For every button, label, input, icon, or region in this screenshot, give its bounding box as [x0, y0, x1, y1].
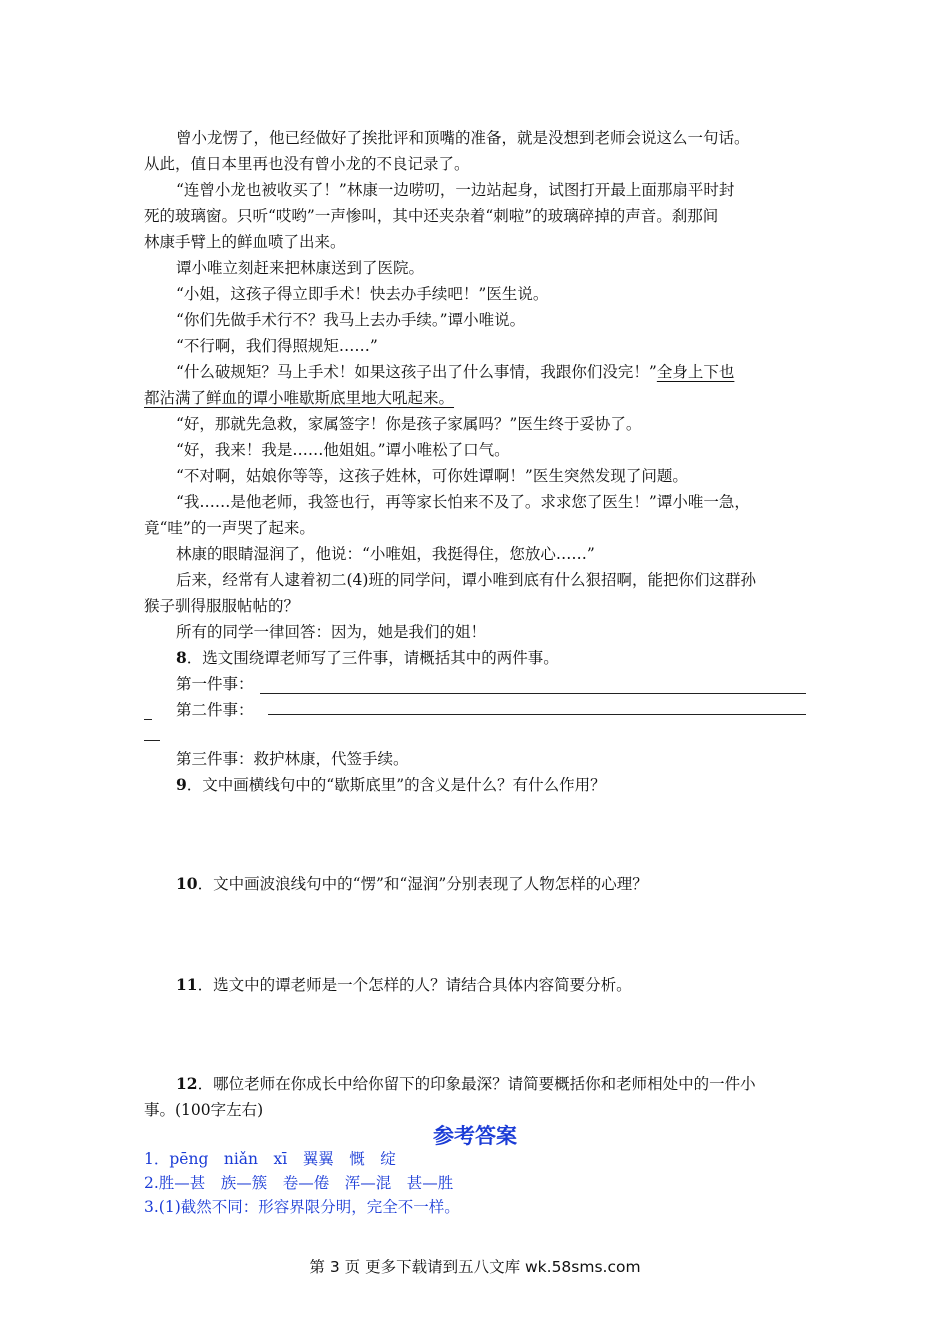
- underlined-sentence: 全身上下也: [656, 363, 735, 381]
- story-line: “连曾小龙也被收买了！”林康一边唠叨，一边站起身，试图打开最上面那扇平时封: [176, 181, 735, 199]
- question-number: 9: [176, 775, 187, 794]
- story-line: 死的玻璃窗。只听“哎哟”一声惨叫，其中还夹杂着“刺啦”的玻璃碎掉的声音。刹那间: [144, 207, 719, 225]
- question-text: ．选文围绕谭老师写了三件事，请概括其中的两件事。: [186, 649, 559, 667]
- question-12-continued: 事。(100字左右): [144, 1101, 264, 1119]
- question-9: [176, 772, 606, 798]
- story-line: 后来，经常有人逮着初二(4)班的同学问，谭小唯到底有什么狠招啊，能把你们这群孙: [176, 571, 756, 589]
- story-line: 所有的同学一律回答：因为，她是我们的姐！: [176, 623, 487, 641]
- underlined-sentence: 都沾满了鲜血的谭小唯歇斯底里地大吼起来。: [144, 389, 455, 407]
- answer-blank-second[interactable]: [268, 714, 806, 715]
- story-line: “不行啊，我们得照规矩……”: [176, 337, 378, 355]
- story-line: “好，那就先急救，家属签字！你是孩子家属吗？”医生终于妥协了。: [176, 415, 642, 433]
- answer-blank-second-wrap[interactable]: [144, 740, 160, 741]
- story-line: 林康的眼睛湿润了，他说：“小唯姐，我挺得住，您放心……”: [176, 545, 595, 563]
- page-footer: 第 3 页 更多下载请到五八文库 wk.58sms.com: [309, 1258, 641, 1276]
- answer-1: 1．pēng niǎn xī 翼翼 慨 绽: [144, 1150, 396, 1168]
- question-text: ．选文中的谭老师是一个怎样的人？请结合具体内容简要分析。: [197, 976, 632, 994]
- answer-3: 3.(1)截然不同：形容界限分明，完全不一样。: [144, 1198, 460, 1216]
- question-number: 11: [176, 975, 198, 994]
- story-line: 从此，值日本里再也没有曾小龙的不良记录了。: [144, 155, 470, 173]
- story-line: “小姐，这孩子得立即手术！快去办手续吧！”医生说。: [176, 285, 549, 303]
- answer-third: 第三件事：救护林康，代签手续。: [176, 750, 409, 768]
- answer-label-second: 第二件事：: [176, 701, 254, 719]
- answer-2: 2.胜—甚 族—簇 卷—倦 浑—混 甚—胜: [144, 1174, 454, 1192]
- story-line: 林康手臂上的鲜血喷了出来。: [144, 233, 346, 251]
- answer-label-first: 第一件事：: [176, 675, 254, 693]
- answer-blank-first[interactable]: [260, 693, 806, 694]
- story-line: “我……是他老师，我签也行，再等家长怕来不及了。求求您了医生！”谭小唯一急，: [176, 493, 750, 511]
- question-number: 12: [176, 1074, 198, 1093]
- story-line: 猴子驯得服服帖帖的？: [144, 597, 300, 615]
- question-10: [176, 871, 648, 897]
- question-number: 8: [176, 648, 187, 667]
- story-line: 谭小唯立刻赶来把林康送到了医院。: [176, 259, 425, 277]
- story-line: “你们先做手术行不？我马上去办手续。”谭小唯说。: [176, 311, 526, 329]
- question-text: ．哪位老师在你成长中给你留下的印象最深？请简要概括你和老师相处中的一件小: [197, 1075, 756, 1093]
- question-12: [176, 1071, 756, 1097]
- story-line: “不对啊，姑娘你等等，这孩子姓林，可你姓谭啊！”医生突然发现了问题。: [176, 467, 688, 485]
- question-text: ．文中画波浪线句中的“愣”和“湿润”分别表现了人物怎样的心理？: [197, 875, 648, 893]
- story-line: 曾小龙愣了，他已经做好了挨批评和顶嘴的准备，就是没想到老师会说这么一句话。: [176, 129, 750, 147]
- story-line: 竟“哇”的一声哭了起来。: [144, 519, 315, 537]
- question-11: [176, 972, 632, 998]
- question-8: [176, 645, 559, 671]
- story-line: “好，我来！我是……他姐姐。”谭小唯松了口气。: [176, 441, 510, 459]
- answers-title: 参考答案: [433, 1124, 517, 1148]
- question-text: ．文中画横线句中的“歇斯底里”的含义是什么？有什么作用？: [186, 776, 606, 794]
- story-text: “什么破规矩？马上手术！如果这孩子出了什么事情，我跟你们没完！”: [176, 363, 657, 381]
- answer-blank-first-wrap[interactable]: [144, 719, 152, 720]
- story-line: [144, 385, 454, 411]
- question-number: 10: [176, 874, 198, 893]
- story-line: [176, 359, 734, 385]
